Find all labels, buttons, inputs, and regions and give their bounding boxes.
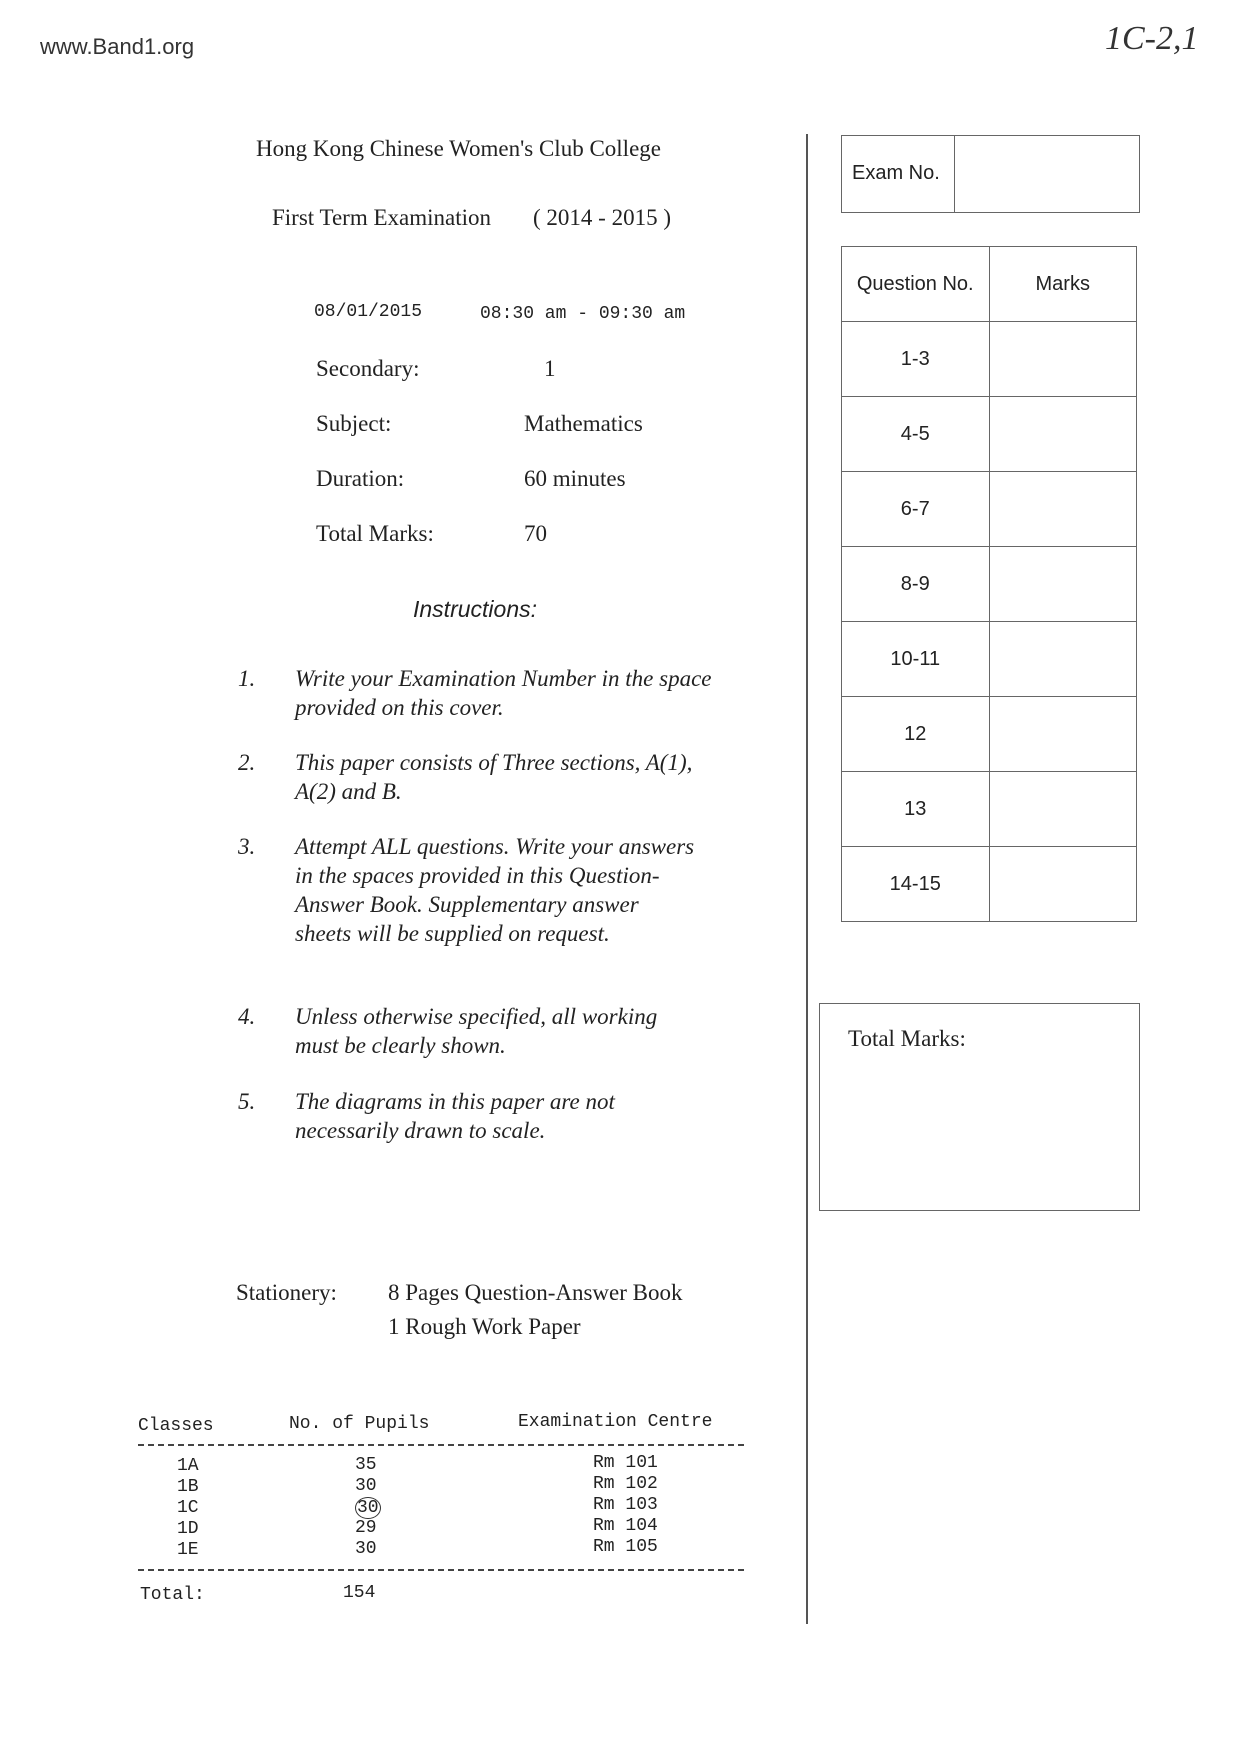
- instruction-number: 1.: [238, 666, 256, 691]
- exam-no-label-cell: [841, 135, 955, 213]
- detail-label: Subject:: [316, 411, 392, 436]
- question-cell: 10-11: [842, 622, 990, 697]
- school-name: Hong Kong Chinese Women's Club College: [256, 136, 661, 161]
- pupils-cell: 29: [355, 1518, 377, 1538]
- marks-input[interactable]: [989, 547, 1137, 622]
- exam-year: ( 2014 - 2015 ): [533, 205, 671, 230]
- question-cell: 4-5: [842, 397, 990, 472]
- marks-table: [841, 246, 1137, 922]
- handwritten-code: 1C-2,1: [1105, 20, 1199, 57]
- detail-value: Mathematics: [524, 411, 643, 436]
- stationery-label: Stationery:: [236, 1280, 337, 1305]
- instructions-title: Instructions:: [413, 596, 537, 622]
- instruction-text: This paper consists of Three sections, A(1), A(2) and B.: [295, 750, 693, 804]
- class-cell: 1B: [177, 1477, 199, 1497]
- total-marks-box[interactable]: [819, 1003, 1140, 1211]
- detail-value: 60 minutes: [524, 466, 626, 491]
- exam-no-input[interactable]: [954, 135, 1140, 213]
- detail-label: Total Marks:: [316, 521, 434, 546]
- instruction-text: Write your Examination Number in the space provided on this cover.: [295, 666, 712, 720]
- question-cell: 8-9: [842, 547, 990, 622]
- total-label: Total:: [140, 1585, 205, 1605]
- question-no-header: Question No.: [842, 247, 990, 322]
- exam-time: 08:30 am - 09:30 am: [480, 304, 686, 324]
- marks-input[interactable]: [989, 472, 1137, 547]
- marks-input[interactable]: [989, 322, 1137, 397]
- question-cell: 6-7: [842, 472, 990, 547]
- exam-date: 08/01/2015: [314, 302, 423, 322]
- instruction-number: 2.: [238, 750, 256, 775]
- classes-header: Classes: [138, 1416, 214, 1436]
- question-cell: 14-15: [842, 847, 990, 922]
- total-value: 154: [343, 1583, 376, 1603]
- marks-input[interactable]: [989, 772, 1137, 847]
- detail-label: Secondary:: [316, 356, 420, 381]
- pupils-header: No. of Pupils: [289, 1414, 430, 1434]
- centre-cell: Rm 101: [593, 1453, 658, 1473]
- instruction-number: 4.: [238, 1004, 256, 1029]
- stationery-item: 8 Pages Question-Answer Book: [388, 1280, 683, 1305]
- marks-input[interactable]: [989, 622, 1137, 697]
- vertical-divider: [806, 134, 808, 1624]
- centre-cell: Rm 105: [593, 1537, 658, 1557]
- centre-cell: Rm 103: [593, 1495, 658, 1515]
- instruction-text: Unless otherwise specified, all working must be clearly shown.: [295, 1004, 658, 1058]
- class-cell: 1C: [177, 1498, 199, 1518]
- class-cell: 1E: [177, 1540, 199, 1560]
- marks-input[interactable]: [989, 697, 1137, 772]
- centre-cell: Rm 104: [593, 1516, 658, 1536]
- marks-header: Marks: [989, 247, 1137, 322]
- instruction-number: 5.: [238, 1089, 256, 1114]
- instruction-text: The diagrams in this paper are not necessarily drawn to scale.: [295, 1089, 615, 1143]
- detail-value: 70: [524, 521, 547, 546]
- pupils-cell: 30: [355, 1539, 377, 1559]
- pupils-cell-circled: 30: [357, 1498, 379, 1518]
- exam-title: First Term Examination: [272, 205, 491, 230]
- divider: [138, 1444, 744, 1446]
- exam-no-label: Exam No.: [852, 162, 940, 184]
- class-cell: 1A: [177, 1456, 199, 1476]
- question-cell: 13: [842, 772, 990, 847]
- detail-label: Duration:: [316, 466, 405, 491]
- total-marks-label: Total Marks:: [848, 1026, 966, 1051]
- centre-header: Examination Centre: [518, 1412, 713, 1432]
- instruction-text: Attempt ALL questions. Write your answers in the spaces provided in this Question-Answer Book. Supplementary answer sheets will be supplied on request.: [295, 834, 695, 946]
- class-cell: 1D: [177, 1519, 199, 1539]
- stationery-item: 1 Rough Work Paper: [388, 1314, 581, 1339]
- centre-cell: Rm 102: [593, 1474, 658, 1494]
- pupils-cell: 30: [355, 1476, 377, 1496]
- question-cell: 12: [842, 697, 990, 772]
- marks-input[interactable]: [989, 397, 1137, 472]
- marks-input[interactable]: [989, 847, 1137, 922]
- watermark: www.Band1.org: [40, 34, 195, 59]
- question-cell: 1-3: [842, 322, 990, 397]
- divider: [138, 1569, 744, 1571]
- detail-value: 1: [544, 356, 556, 381]
- pupils-cell: 35: [355, 1455, 377, 1475]
- instruction-number: 3.: [238, 834, 256, 859]
